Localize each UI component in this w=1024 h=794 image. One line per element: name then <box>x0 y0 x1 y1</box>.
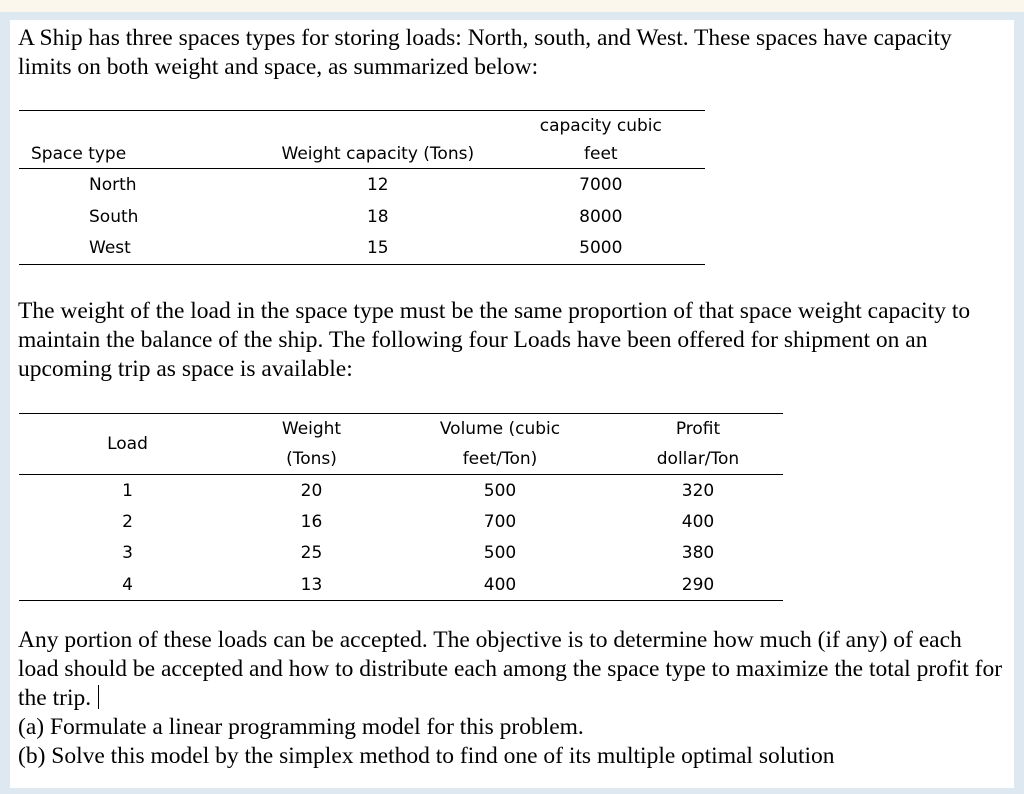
weight-cell: 20 <box>300 480 323 501</box>
header-profit <box>613 414 783 475</box>
weight-capacity-cell: 12 <box>366 174 389 195</box>
header-volume <box>387 414 613 475</box>
weight-cell: 16 <box>300 511 323 532</box>
table-row <box>19 169 705 201</box>
load-cell: 1 <box>122 480 133 501</box>
table-row <box>19 538 783 570</box>
load-cell: 2 <box>122 511 133 532</box>
profit-cell: 400 <box>681 511 715 532</box>
space-type-cell: West <box>89 238 131 259</box>
load-cell: 4 <box>122 574 133 595</box>
table-header-row <box>19 111 705 169</box>
header-profit-line1: Profit <box>675 419 721 439</box>
header-volume-line1: Volume (cubic <box>439 419 561 439</box>
volume-cell: 700 <box>483 511 517 532</box>
header-weight-capacity: Weight capacity (Tons) <box>259 111 497 169</box>
header-capacity-line2: feet <box>584 144 618 164</box>
profit-cell: 290 <box>681 574 715 595</box>
middle-paragraph: The weight of the load in the space type must be the same proportion of that space weight capacity to maintain the balance of the ship. The following four Loads have been offered for shipment on an upcoming trip as space is available: <box>18 298 971 382</box>
header-weight-tons <box>236 414 387 475</box>
document-page <box>10 20 1014 788</box>
profit-cell: 380 <box>681 543 715 564</box>
capacity-cell: 7000 <box>579 174 623 195</box>
closing-block <box>18 626 1008 771</box>
table-row <box>19 475 783 507</box>
weight-cell: 13 <box>300 574 323 595</box>
question-part-b: (b) Solve this model by the simplex method to find one of its multiple optimal solution <box>18 743 835 769</box>
intro-paragraph: A Ship has three spaces types for storing loads: North, south, and West. These spaces have capacity limits on both weight and space, as summarized below: <box>18 25 952 80</box>
header-weight-line1: Weight <box>281 419 342 439</box>
question-part-a: (a) Formulate a linear programming model for this problem. <box>18 714 584 740</box>
text-cursor <box>98 685 99 709</box>
space-type-cell: North <box>89 174 137 195</box>
table-row <box>19 233 705 265</box>
header-profit-line2: dollar/Ton <box>656 449 740 469</box>
table-row <box>19 201 705 233</box>
weight-cell: 25 <box>300 543 323 564</box>
volume-cell: 500 <box>483 543 517 564</box>
table-header-row <box>19 414 783 475</box>
capacity-cell: 8000 <box>579 206 623 227</box>
capacity-cell: 5000 <box>579 238 623 259</box>
volume-cell: 400 <box>483 574 517 595</box>
header-space-type: Space type <box>19 111 259 169</box>
weight-capacity-cell: 18 <box>366 206 389 227</box>
profit-cell: 320 <box>681 480 715 501</box>
space-type-cell: South <box>89 206 139 227</box>
header-capacity-line1: capacity cubic <box>539 116 662 136</box>
closing-paragraph: Any portion of these loads can be accepted. The objective is to determine how much (if any) of each load should be accepted and how to distribute each among the space type to maximize the total profit for the trip. <box>18 627 1003 711</box>
header-weight-line2: (Tons) <box>286 449 337 469</box>
loads-table <box>19 413 783 601</box>
load-cell: 3 <box>122 543 133 564</box>
header-load: Load <box>19 414 236 475</box>
top-strip <box>0 0 1024 12</box>
space-capacity-table <box>19 110 705 265</box>
header-capacity-cubic-feet <box>497 111 705 169</box>
weight-capacity-cell: 15 <box>366 238 389 259</box>
table-row <box>19 569 783 601</box>
volume-cell: 500 <box>483 480 517 501</box>
table-row <box>19 506 783 538</box>
header-volume-line2: feet/Ton) <box>462 449 538 469</box>
